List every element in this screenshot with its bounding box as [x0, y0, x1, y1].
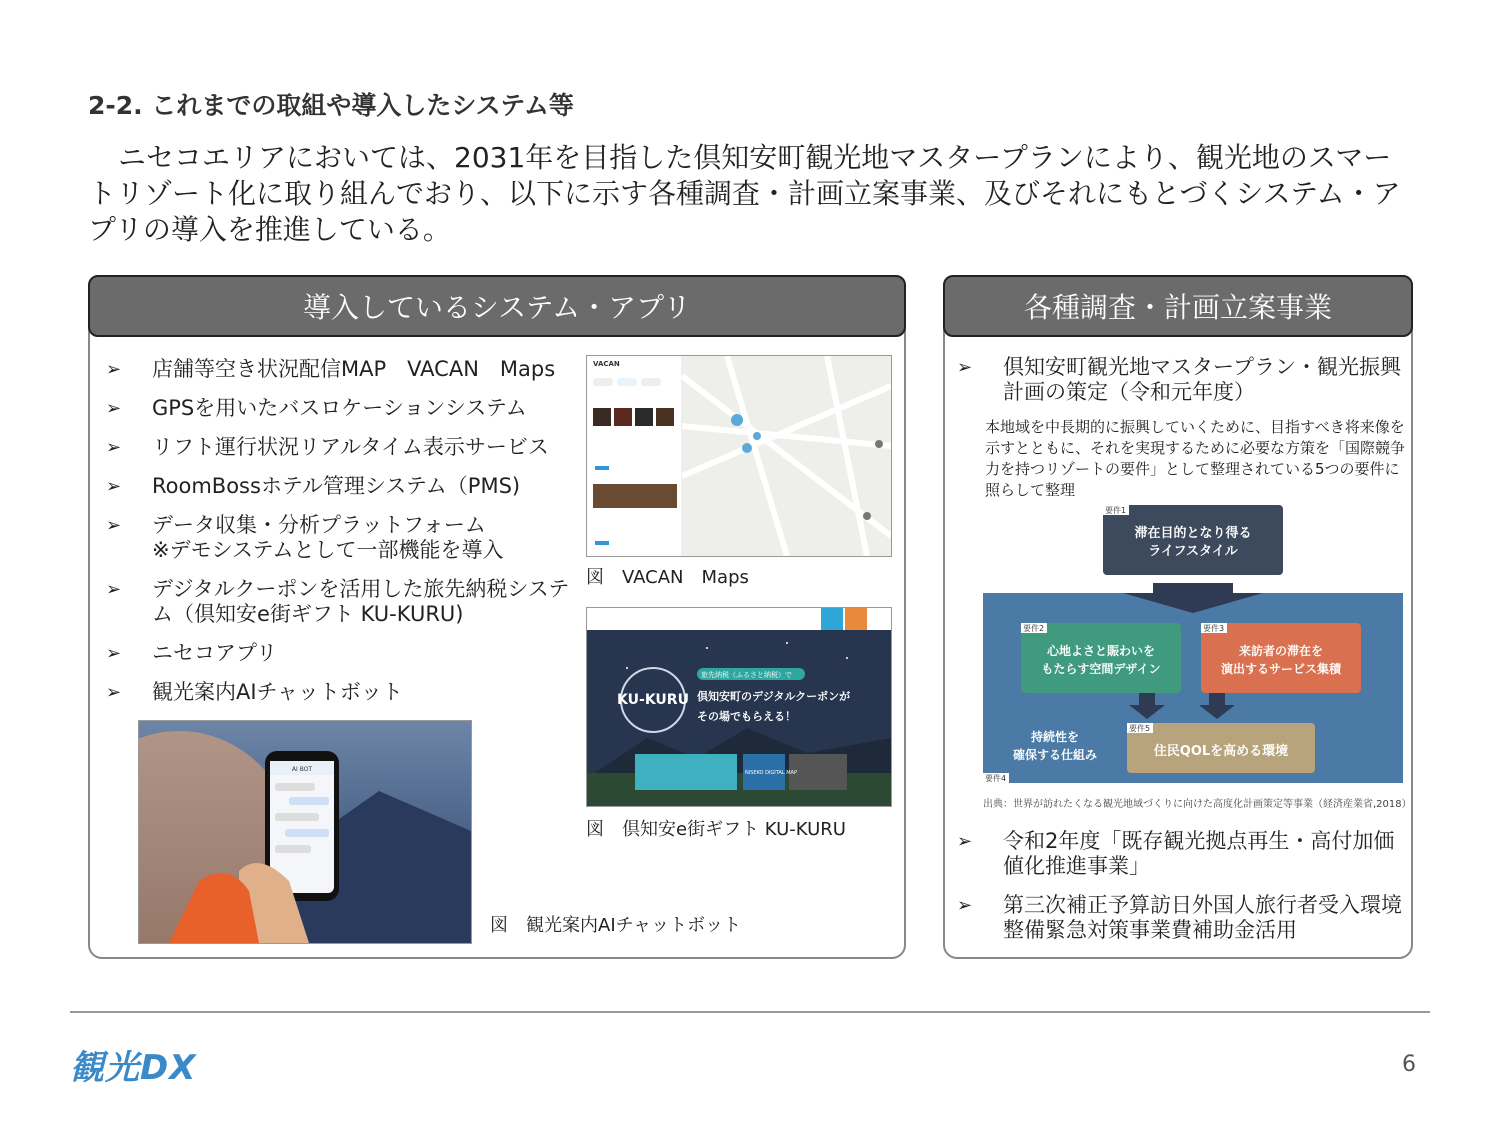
- kukuru-screenshot: [586, 607, 892, 807]
- intro-paragraph: [88, 140, 1418, 248]
- plans-list-bottom: [957, 829, 1407, 957]
- systems-list-item: [106, 641, 576, 666]
- plans-panel: [943, 275, 1413, 959]
- req4-tag: 要件4: [985, 774, 1007, 783]
- req3-tag: 要件3: [1203, 624, 1225, 633]
- bullet-arrow-icon: ➢: [106, 476, 122, 497]
- systems-list: [106, 357, 576, 719]
- systems-list-item: [106, 396, 576, 421]
- vacan-maps-screenshot: [586, 355, 892, 557]
- req2-tag: 要件2: [1023, 624, 1045, 633]
- systems-list-item: [106, 357, 576, 382]
- bullet-arrow-icon: ➢: [957, 357, 973, 378]
- systems-list-item: [106, 680, 576, 705]
- kukuru-headline-2: その場でもらえる！: [697, 710, 796, 723]
- bullet-arrow-icon: ➢: [106, 515, 122, 536]
- req3-line1: 来訪者の滞在を: [1238, 644, 1324, 658]
- req4-line1: 持続性を: [1030, 730, 1080, 744]
- req2-line1: 心地よさと賑わいを: [1046, 644, 1156, 658]
- kukuru-headline-1: 倶知安町のデジタルクーポンが: [697, 690, 851, 703]
- systems-list-item-text: データ収集・分析プラットフォーム: [152, 513, 486, 537]
- systems-list-item-text: RoomBossホテル管理システム（PMS): [152, 474, 521, 498]
- plans-list-item: [957, 355, 1407, 405]
- chatbot-photo: [138, 720, 472, 944]
- systems-list-item-text: ※デモシステムとして一部機能を導入: [152, 538, 504, 562]
- bullet-arrow-icon: ➢: [106, 398, 122, 419]
- systems-list-item-text: 観光案内AIチャットボット: [152, 680, 403, 704]
- vacan-caption: 図 VACAN Maps: [586, 567, 749, 588]
- systems-list-item-text: ニセコアプリ: [152, 641, 278, 665]
- plans-list-item-text: 倶知安町観光地マスタープラン・観光振興計画の策定（令和元年度）: [1003, 355, 1401, 404]
- kukuru-caption: 図 倶知安e街ギフト KU-KURU: [586, 819, 846, 840]
- plans-panel-header: 各種調査・計画立案事業: [943, 275, 1413, 337]
- systems-list-item-text: GPSを用いたバスロケーションシステム: [152, 396, 527, 420]
- bullet-arrow-icon: ➢: [106, 682, 122, 703]
- kukuru-logo: KU-KURU: [617, 692, 689, 708]
- req3-line2: 演出するサービス集積: [1220, 662, 1342, 676]
- plans-list-item-text: 第三次補正予算訪日外国人旅行者受入環境整備緊急対策事業費補助金活用: [1003, 893, 1402, 942]
- systems-panel: [88, 275, 906, 959]
- systems-list-item-text: 店舗等空き状況配信MAP VACAN Maps: [152, 357, 556, 381]
- req5-tag: 要件5: [1129, 724, 1151, 733]
- plans-list-top: [957, 355, 1407, 405]
- systems-list-item-text: デジタルクーポンを活用した旅先納税システム（倶知安e街ギフト KU-KURU): [152, 577, 570, 626]
- req1-line1: 滞在目的となり得る: [1134, 526, 1252, 541]
- kukuru-side-label: NISEKO DIGITAL MAP: [745, 770, 797, 776]
- systems-list-item: [106, 435, 576, 460]
- systems-panel-header: 導入しているシステム・アプリ: [88, 275, 906, 337]
- page-number: 6: [1402, 1052, 1416, 1077]
- bullet-arrow-icon: ➢: [106, 579, 122, 600]
- systems-list-item: [106, 474, 576, 499]
- bullet-arrow-icon: ➢: [106, 643, 122, 664]
- vacan-logo: VACAN: [593, 360, 620, 368]
- bullet-arrow-icon: ➢: [106, 437, 122, 458]
- footer-divider: [70, 1011, 1430, 1013]
- kukuru-badge: 旅先納税（ふるさと納税）で: [701, 671, 792, 679]
- chat-header: AI BOT: [291, 766, 313, 773]
- req2-line2: もたらす空間デザイン: [1041, 662, 1161, 676]
- req1-tag: 要件1: [1105, 506, 1127, 515]
- plans-list-item-text: 令和2年度「既存観光拠点再生・高付加価値化推進事業」: [1003, 829, 1395, 878]
- bullet-arrow-icon: ➢: [957, 831, 973, 852]
- bullet-arrow-icon: ➢: [957, 895, 973, 916]
- systems-list-item: [106, 577, 576, 627]
- systems-list-item: [106, 513, 576, 563]
- plans-list-item: [957, 829, 1407, 879]
- bullet-arrow-icon: ➢: [106, 359, 122, 380]
- section-title: 2-2. これまでの取組や導入したシステム等: [88, 91, 574, 120]
- systems-list-item-text: リフト運行状況リアルタイム表示サービス: [152, 435, 549, 459]
- plan-description: 本地域を中長期的に振興していくために、目指すべき将来像を示すとともに、それを実現するために必要な方策を「国際競争力を持つリゾートの要件」として整理されている5つの要件に照らして整理: [985, 418, 1406, 499]
- req1-line2: ライフスタイル: [1148, 544, 1238, 559]
- intro-text: ニセコエリアにおいては、2031年を目指した倶知安町観光地マスタープランにより、観光地のスマートリゾート化に取り組んでおり、以下に示す各種調査・計画立案事業、及びそれにもとづくシステム・アプリの導入を推進している。: [88, 141, 1401, 246]
- kanko-dx-logo: 観光DX: [70, 1048, 197, 1088]
- req5-text: 住民QOLを高める環境: [1153, 744, 1289, 759]
- requirements-diagram: [983, 505, 1403, 789]
- plans-list-item: [957, 893, 1407, 943]
- source-note: 出典：世界が訪れたくなる観光地域づくりに向けた高度化計画策定等事業（経済産業省,2018）: [983, 799, 1412, 810]
- chatbot-caption: 図 観光案内AIチャットボット: [490, 915, 742, 936]
- req4-line2: 確保する仕組み: [1012, 748, 1098, 762]
